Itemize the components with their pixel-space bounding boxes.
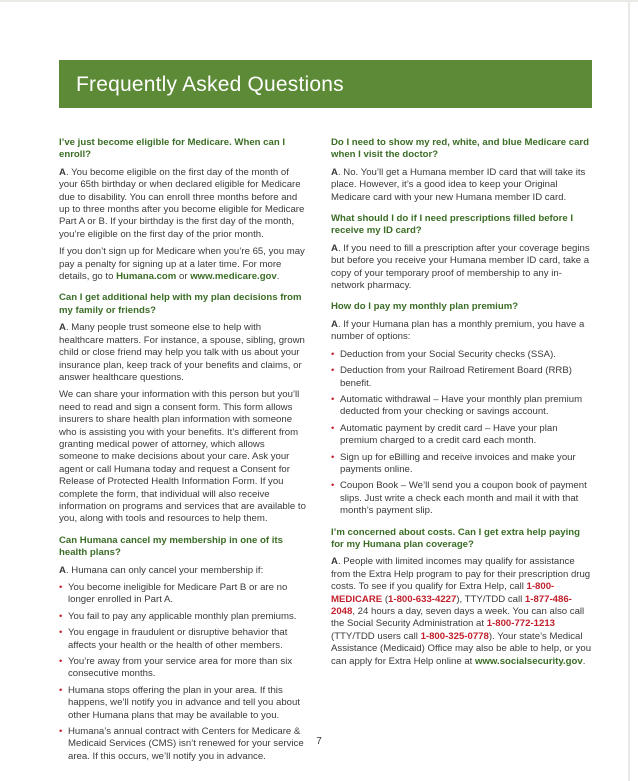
page-number: 7: [316, 736, 322, 747]
bullet-icon: •: [59, 656, 63, 668]
answer-extra-help: A. People with limited incomes may qualify for assistance from the Extra Help program to pay for their prescription drug costs. To see if you qualify for Extra Help, call 1-800-MEDICARE (1-800-633-4227), TTY/TDD call 1-877-486-2048, 24 hours a day, seven days a week. You can also call the Social Security Administration at 1-800-772-1213 (TTY/TDD users call 1-800-325-0778). Your state’s Medical Assistance (Medicaid) Office may also be able to help, or you can apply for Extra Help online at www.socialsecurity.gov.: [331, 556, 592, 667]
question-pay-premium: How do I pay my monthly plan premium?: [331, 301, 519, 313]
question-cancel-membership: Can Humana cancel my membership in one of its health plans?: [59, 534, 283, 559]
list-item: • Automatic payment by credit card – Have your plan premium charged to a credit card each month.: [331, 422, 558, 447]
question-prescriptions: What should I do if I need prescriptions filled before I receive my ID card?: [331, 213, 573, 237]
list-item: • Sign up for eBilling and receive invoices and make your payments online.: [331, 451, 576, 475]
answer-enroll-penalty: If you don’t sign up for Medicare when you’re 65, you may pay a penalty for signing up at a later time. For more details, go to Humana.com or www.medicare.gov.: [59, 246, 305, 283]
bullet-icon: •: [331, 451, 335, 463]
medicare-phone-number[interactable]: 1-800-633-4227: [388, 593, 457, 605]
bullet-icon: •: [59, 627, 63, 639]
answer-family-help: A. Many people trust someone else to help with healthcare matters. For instance, a spouse, sibling, grown child or close friend may help you talk with us about your insurance plan, keep track of your benefits and claims, or answer healthcare questions.: [59, 322, 305, 383]
bullet-icon: •: [59, 582, 63, 593]
list-item: • Coupon Book – We’ll send you a coupon book of payment slips. Just write a check each month and mail it with that month’s payment slip.: [331, 480, 587, 517]
list-item: • Deduction from your Railroad Retirement Board (RRB) benefit.: [331, 365, 572, 389]
payment-options-list: [331, 349, 593, 518]
faq-item-extra-help: [331, 527, 593, 668]
question-medicare-card: Do I need to show my red, white, and blue Medicare card when I visit the doctor?: [331, 137, 590, 161]
right-border: [628, 0, 630, 781]
bullet-icon: •: [331, 348, 335, 360]
answer-enroll: A. You become eligible on the first day of the month of your 65th birthday or when declared eligible for Medicare due to disability. You can enroll three months before and up to three months after you become eligible for Medicare Part A or B. If your birthday is the first day of the month, you’re eligible on the first day of the prior month.: [59, 166, 305, 240]
left-column: [59, 137, 306, 772]
list-item: • Automatic withdrawal – Have your monthly plan premium deducted from your checking or savings account.: [331, 393, 583, 418]
medicare-phone-name[interactable]: 1-800-MEDICARE: [331, 581, 555, 605]
list-item: • Deduction from your Social Security checks (SSA).: [331, 348, 556, 360]
question-family-help: Can I get additional help with my plan decisions from my family or friends?: [59, 292, 302, 316]
faq-item-enroll: [59, 137, 306, 283]
medicare-tty-number[interactable]: 1-877-486-2048: [331, 593, 572, 617]
list-item: • Humana stops offering the plan in your area. If this happens, we’ll notify you in advance and tell you about other Humana plans that may be available to you.: [59, 684, 301, 721]
answer-pay-premium: A. If your Humana plan has a monthly premium, you have a number of options:: [331, 318, 585, 343]
question-extra-help: I’m concerned about costs. Can I get extra help paying for my Humana plan coverage?: [331, 526, 580, 550]
right-column: [331, 137, 593, 677]
bullet-icon: •: [59, 684, 63, 696]
bullet-icon: •: [331, 365, 335, 377]
bullet-icon: •: [331, 480, 335, 492]
question-enroll: I’ve just become eligible for Medicare. When can I enroll?: [59, 137, 286, 161]
bullet-icon: •: [59, 726, 63, 738]
top-border: [0, 0, 638, 2]
humana-link[interactable]: Humana.com: [116, 271, 177, 283]
faq-item-cancel-membership: [59, 535, 306, 764]
faq-item-pay-premium: [331, 301, 593, 517]
answer-prescriptions: A. If you need to fill a prescription after your coverage begins but before you receive your Humana member ID card, take a copy of your temporary proof of membership to any in-network pharmacy.: [331, 242, 590, 292]
bullet-icon: •: [331, 393, 335, 405]
answer-family-help-consent: We can share your information with this person but you’ll need to read and sign a consent form. This form allows insurers to share health plan information with someone who is assisting you with your benefits. It’s different from granting medical power of attorney, which allows someone to make decisions about your care. Ask your agent or call Humana today and request a Consent for Release of Protected Health Information Form. If you complete the form, that individual will also receive information on programs and services that are available to you, along with tools and resources to help them.: [59, 389, 306, 525]
medicare-gov-link[interactable]: www.medicare.gov: [190, 271, 277, 283]
answer-medicare-card: A. No. You’ll get a Humana member ID card that will take its place. However, it’s a good idea to keep your Original Medicare card with your new Humana member ID card.: [331, 166, 586, 203]
list-item: • Humana’s annual contract with Centers for Medicare & Medicaid Services (CMS) isn’t renewed for your service area. If this occurs, we’ll notify you in advance.: [59, 726, 304, 762]
list-item: • You engage in fraudulent or disruptive behavior that affects your health or the health of other members.: [59, 627, 288, 651]
bullet-icon: •: [59, 610, 63, 622]
faq-item-family-help: [59, 292, 306, 525]
faq-header-bar: [59, 60, 592, 108]
page-title: Frequently Asked Questions: [76, 73, 344, 96]
list-item: • You fail to pay any applicable monthly plan premiums.: [59, 610, 297, 622]
list-item: • You’re away from your service area for more than six consecutive months.: [59, 656, 293, 680]
faq-item-prescriptions: [331, 213, 593, 292]
ssa-phone-number[interactable]: 1-800-772-1213: [486, 618, 555, 630]
socialsecurity-link[interactable]: www.socialsecurity.gov: [475, 655, 583, 667]
faq-item-medicare-card: [331, 137, 593, 204]
bullet-icon: •: [331, 422, 335, 434]
ssa-tty-number[interactable]: 1-800-325-0778: [420, 630, 489, 642]
list-item: • You become ineligible for Medicare Part B or are no longer enrolled in Part A.: [59, 582, 288, 606]
answer-cancel-membership: A. Humana can only cancel your membership if:: [59, 564, 264, 576]
